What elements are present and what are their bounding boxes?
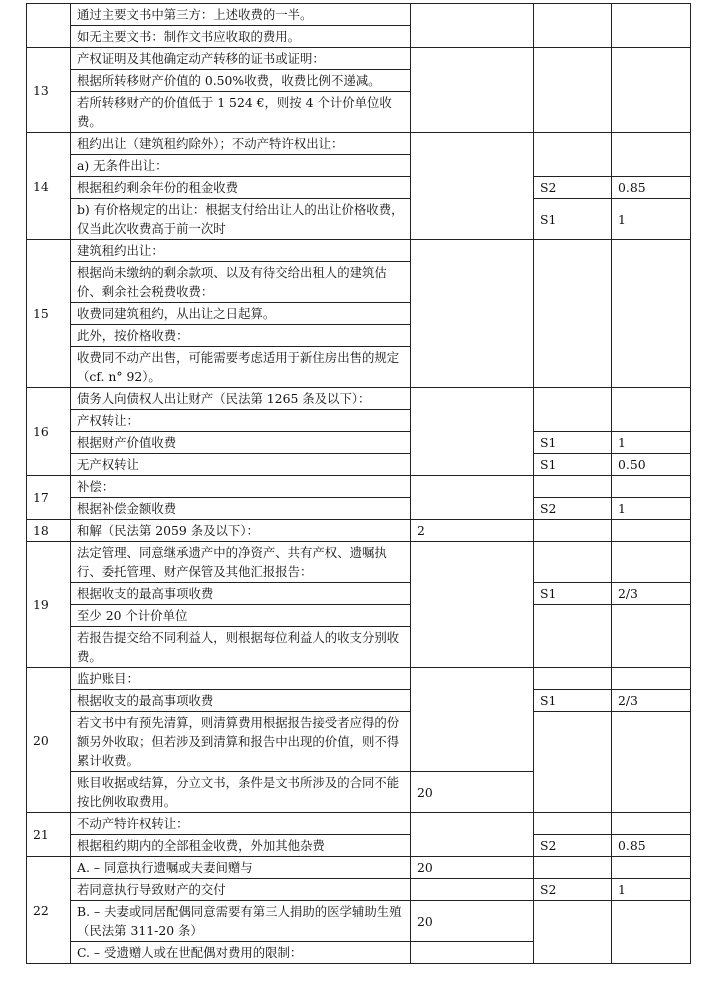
coefficient-cell	[612, 901, 691, 964]
table-row	[27, 690, 691, 712]
item-description: 根据租约期内的全部租金收费，外加其他杂费	[71, 835, 411, 857]
item-description: 无产权转让	[71, 454, 411, 476]
fixed-fee-cell	[411, 476, 534, 520]
item-number: 20	[27, 668, 71, 813]
item-description: 收费同建筑租约，从出让之日起算。	[71, 303, 411, 325]
table-row	[27, 668, 691, 690]
fixed-fee-cell	[411, 240, 534, 388]
item-description: 若同意执行导致财产的交付	[71, 879, 411, 901]
coefficient-cell	[612, 712, 691, 813]
item-description: 产权证明及其他确定动产转移的证书或证明：	[71, 48, 411, 70]
coefficient-cell	[612, 133, 691, 177]
item-number: 16	[27, 388, 71, 476]
fixed-fee-cell	[411, 388, 534, 476]
scale-cell: S1	[534, 690, 612, 712]
coefficient-cell: 0.50	[612, 454, 691, 476]
table-row	[27, 4, 691, 26]
scale-cell: S2	[534, 177, 612, 199]
scale-cell: S2	[534, 498, 612, 520]
fixed-fee-cell	[411, 133, 534, 240]
table-row	[27, 520, 691, 542]
item-number: 14	[27, 133, 71, 240]
item-description: B. – 夫妻或同居配偶同意需要有第三人捐助的医学辅助生殖（民法第 311-20 条）	[71, 901, 411, 942]
coefficient-cell: 1	[612, 199, 691, 240]
table-row	[27, 835, 691, 857]
coefficient-cell	[612, 605, 691, 668]
item-description: 根据租约剩余年份的租金收费	[71, 177, 411, 199]
table-row	[27, 542, 691, 583]
item-description: 租约出让（建筑租约除外）；不动产特许权出让：	[71, 133, 411, 155]
item-number: 18	[27, 520, 71, 542]
coefficient-cell: 0.85	[612, 835, 691, 857]
coefficient-cell: 2/3	[612, 583, 691, 605]
scale-cell	[534, 388, 612, 432]
item-description: 账目收据或结算，分立文书，条件是文书所涉及的合同不能按比例收取费用。	[71, 772, 411, 813]
item-description: 补偿：	[71, 476, 411, 498]
table-row	[27, 498, 691, 520]
scale-cell	[534, 712, 612, 813]
fixed-fee-cell	[411, 942, 534, 964]
scale-cell	[534, 901, 612, 964]
scale-cell: S1	[534, 583, 612, 605]
scale-cell	[534, 813, 612, 835]
scale-cell	[534, 668, 612, 690]
coefficient-cell	[612, 813, 691, 835]
item-description: 若报告提交给不同利益人，则根据每位利益人的收支分别收费。	[71, 627, 411, 668]
coefficient-cell	[612, 240, 691, 388]
fixed-fee-cell	[411, 813, 534, 857]
coefficient-cell: 1	[612, 879, 691, 901]
scale-cell: S2	[534, 879, 612, 901]
item-number: 17	[27, 476, 71, 520]
fixed-fee-cell	[411, 48, 534, 133]
item-description: 债务人向债权人出让财产（民法第 1265 条及以下）：	[71, 388, 411, 410]
coefficient-cell: 1	[612, 498, 691, 520]
table-row	[27, 199, 691, 240]
item-number: 13	[27, 48, 71, 133]
item-description: A. – 同意执行遗嘱或夫妻间赠与	[71, 857, 411, 879]
coefficient-cell	[612, 388, 691, 432]
item-description: 若文书中有预先清算，则清算费用根据报告接受者应得的份额另外收取；但若涉及到清算和报告中出现的价值，则不得累计收费。	[71, 712, 411, 772]
table-row	[27, 133, 691, 155]
scale-cell: S1	[534, 199, 612, 240]
fixed-fee-cell	[411, 879, 534, 901]
coefficient-cell	[612, 542, 691, 583]
item-description: 和解（民法第 2059 条及以下）：	[71, 520, 411, 542]
fixed-fee-cell: 2	[411, 520, 534, 542]
item-number-cell	[27, 4, 71, 48]
item-number: 19	[27, 542, 71, 668]
coefficient-cell: 2/3	[612, 690, 691, 712]
scale-cell	[534, 857, 612, 879]
item-description: 不动产特许权转让：	[71, 813, 411, 835]
table-row	[27, 605, 691, 627]
item-description: 建筑租约出让：	[71, 240, 411, 262]
fixed-fee-cell	[411, 542, 534, 668]
item-description: 监护账目：	[71, 668, 411, 690]
fixed-fee-cell	[411, 4, 534, 48]
table-row	[27, 48, 691, 70]
item-description: 根据尚未缴纳的剩余款项、以及有待交给出租人的建筑估价、剩余社会税费收费：	[71, 262, 411, 303]
item-description: 若所转移财产的价值低于 1 524 €，则按 4 个计价单位收费。	[71, 92, 411, 133]
scale-cell	[534, 4, 612, 48]
coefficient-cell	[612, 48, 691, 133]
item-description: b) 有价格规定的出让：根据支付给出让人的出让价格收费，仅当此次收费高于前一次时	[71, 199, 411, 240]
fixed-fee-cell: 20	[411, 772, 534, 813]
item-description: 产权转让：	[71, 410, 411, 432]
scale-cell	[534, 520, 612, 542]
item-description: 根据收支的最高事项收费	[71, 690, 411, 712]
scale-cell	[534, 240, 612, 388]
item-description: 法定管理、同意继承遗产中的净资产、共有产权、遗嘱执行、委托管理、财产保管及其他汇报报告：	[71, 542, 411, 583]
fixed-fee-cell	[411, 668, 534, 772]
table-row	[27, 857, 691, 879]
item-description: a) 无条件出让：	[71, 155, 411, 177]
scale-cell	[534, 48, 612, 133]
scale-cell	[534, 476, 612, 498]
item-description: 通过主要文书中第三方：上述收费的一半。	[71, 4, 411, 26]
table-row	[27, 432, 691, 454]
coefficient-cell	[612, 668, 691, 690]
item-description: 如无主要文书：制作文书应收取的费用。	[71, 26, 411, 48]
table-row	[27, 177, 691, 199]
table-row	[27, 240, 691, 262]
coefficient-cell: 0.85	[612, 177, 691, 199]
scale-cell	[534, 605, 612, 668]
table-row	[27, 583, 691, 605]
fee-schedule-table	[26, 3, 691, 964]
item-number: 22	[27, 857, 71, 964]
item-description: 根据补偿金额收费	[71, 498, 411, 520]
scale-cell	[534, 133, 612, 177]
coefficient-cell	[612, 476, 691, 498]
scale-cell: S2	[534, 835, 612, 857]
table-row	[27, 476, 691, 498]
coefficient-cell	[612, 4, 691, 48]
item-description: 根据财产价值收费	[71, 432, 411, 454]
item-description: 根据所转移财产价值的 0.50%收费，收费比例不递减。	[71, 70, 411, 92]
item-number: 15	[27, 240, 71, 388]
item-description: 收费同不动产出售，可能需要考虑适用于新住房出售的规定（cf. n° 92）。	[71, 347, 411, 388]
item-description: 根据收支的最高事项收费	[71, 583, 411, 605]
table-row	[27, 454, 691, 476]
item-number: 21	[27, 813, 71, 857]
table-row	[27, 879, 691, 901]
table-row	[27, 712, 691, 772]
table-row	[27, 813, 691, 835]
table-row	[27, 388, 691, 410]
item-description: C. – 受遗赠人或在世配偶对费用的限制：	[71, 942, 411, 964]
coefficient-cell	[612, 857, 691, 879]
scale-cell: S1	[534, 432, 612, 454]
coefficient-cell: 1	[612, 432, 691, 454]
scale-cell: S1	[534, 454, 612, 476]
fixed-fee-cell: 20	[411, 857, 534, 879]
coefficient-cell	[612, 520, 691, 542]
item-description: 此外，按价格收费：	[71, 325, 411, 347]
fixed-fee-cell: 20	[411, 901, 534, 942]
item-description: 至少 20 个计价单位	[71, 605, 411, 627]
table-row	[27, 901, 691, 942]
scale-cell	[534, 542, 612, 583]
